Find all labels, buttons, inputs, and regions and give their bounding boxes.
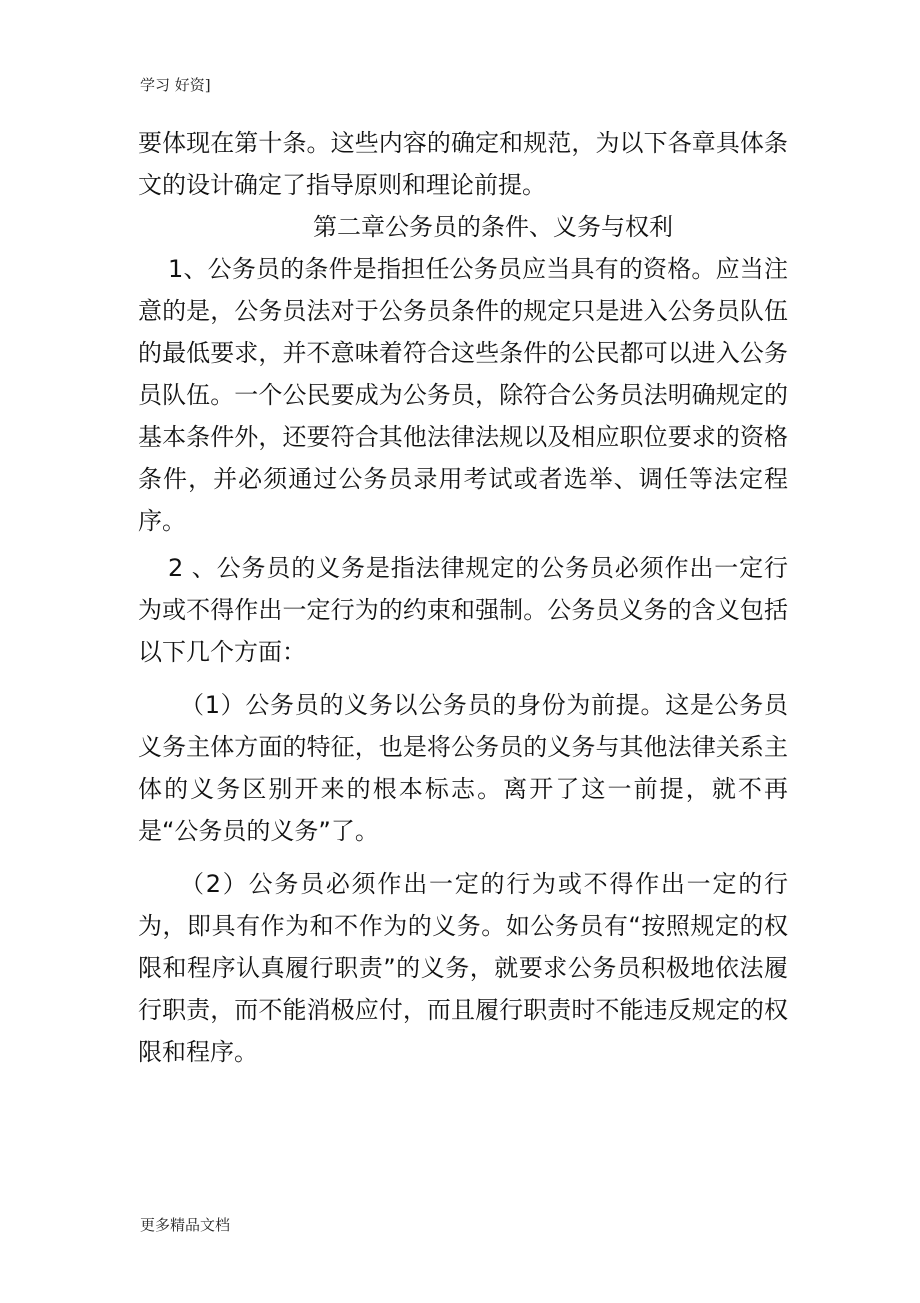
paragraph-2: 2 、公务员的义务是指法律规定的公务员必须作出一定行为或不得作出一定行为的约束和强制。公务员义务的含义包括以下几个方面：: [138, 554, 788, 666]
paragraph-1: 1、公务员的条件是指担任公务员应当具有的资格。应当注意的是，公务员法对于公务员条件的规定只是进入公务员队伍的最低要求，并不意味着符合这些条件的公民都可以进入公务员队伍。一个公民要成为公务员，除符合公务员法明确规定的基本条件外，还要符合其他法律法规以及相应职位要求的资格条件，并必须通过公务员录用考试或者选举、调任等法定程序。: [138, 255, 788, 535]
document-body: [138, 122, 788, 1073]
page-footer: 更多精品文档: [140, 1216, 231, 1234]
paragraph-4: （2）公务员必须作出一定的行为或不得作出一定的行为，即具有作为和不作为的义务。如公务员有“按照规定的权限和程序认真履行职责”的义务，就要求公务员积极地依法履行职责，而不能消极应付，而且履行职责时不能违反规定的权限和程序。: [138, 870, 788, 1066]
chapter-title: 第二章公务员的条件、义务与权利: [313, 213, 673, 241]
paragraph-3: （1）公务员的义务以公务员的身份为前提。这是公务员义务主体方面的特征，也是将公务员的义务与其他法律关系主体的义务区别开来的根本标志。离开了这一前提，就不再是“公务员的义务”了。: [138, 691, 788, 845]
paragraph-continuation: 要体现在第十条。这些内容的确定和规范，为以下各章具体条文的设计确定了指导原则和理论前提。: [138, 129, 788, 199]
page-header: 学习 好资]: [140, 76, 211, 94]
